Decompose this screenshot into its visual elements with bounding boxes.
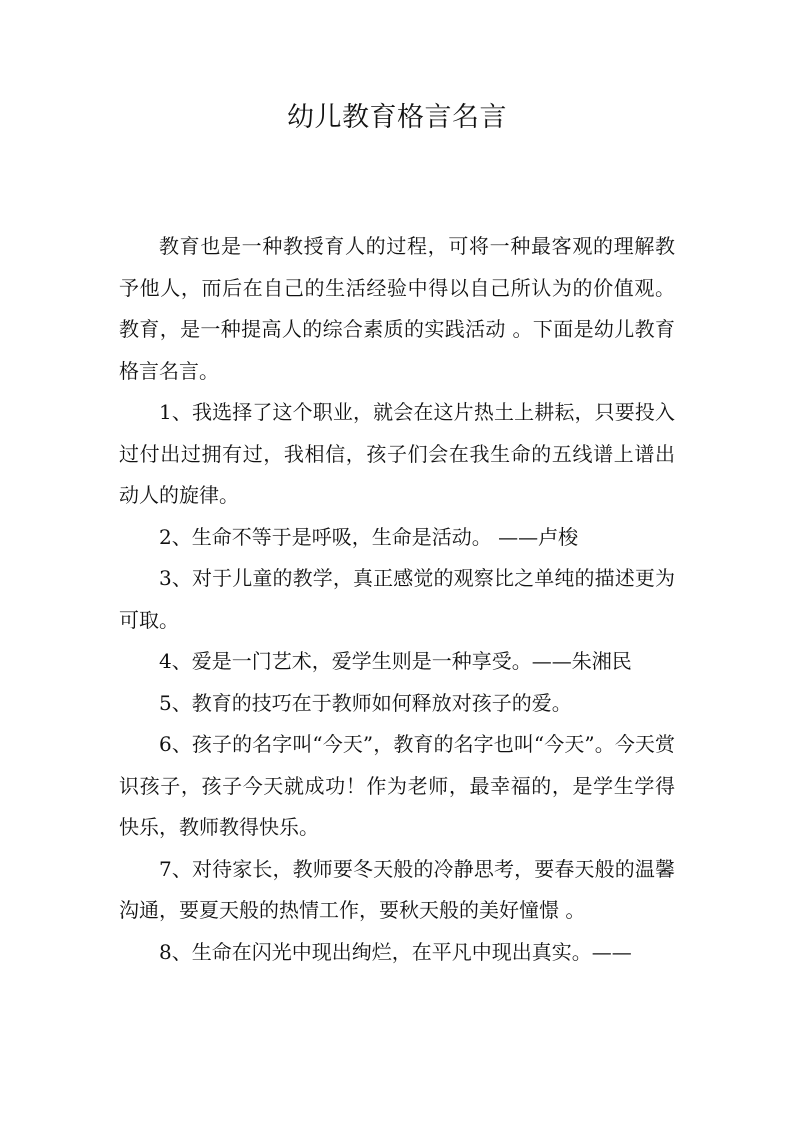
quote-4: 4、爱是一门艺术，爱学生则是一种享受。——朱湘民 — [159, 649, 632, 673]
quote-2: 2、生命不等于是呼吸，生命是活动。 ——卢梭 — [159, 524, 579, 549]
intro-paragraph: 教育也是一种教授育人的过程，可将一种最客观的理解教予他人，而后在自己的生活经验中得以自己所认为的价值观。教育，是一种提高人的综合素质的实践活动 。下面是幼儿教育格言名言。 — [119, 234, 675, 383]
quote-1: 1、我选择了这个职业，就会在这片热土上耕耘，只要投入过付出过拥有过，我相信，孩子们会在我生命的五线谱上谱出动人的旋律。 — [119, 400, 675, 507]
document-body — [119, 226, 675, 973]
quote-8: 8、生命在闪光中现出绚烂，在平凡中现出真实。—— — [159, 939, 632, 964]
document-title: 幼儿教育格言名言 — [287, 102, 507, 133]
quote-7: 7、对待家长，教师要冬天般的冷静思考，要春天般的温馨沟通，要夏天般的热情工作，要秋天般的美好憧憬 。 — [119, 856, 675, 922]
quote-6: 6、孩子的名字叫“今天”，教育的名字也叫“今天”。今天赏识孩子，孩子今天就成功！作为老师，最幸福的，是学生学得快乐，教师教得快乐。 — [119, 732, 675, 839]
quote-5: 5、教育的技巧在于教师如何释放对孩子的爱。 — [159, 690, 572, 715]
quote-3: 3、对于儿童的教学，真正感觉的观察比之单纯的描述更为可取。 — [119, 566, 675, 632]
